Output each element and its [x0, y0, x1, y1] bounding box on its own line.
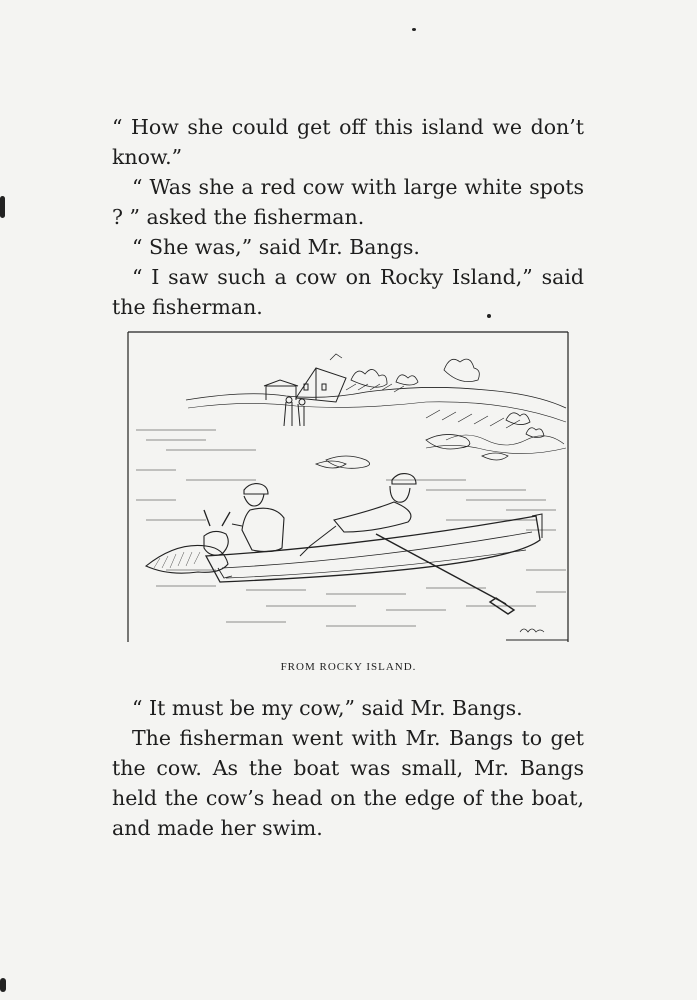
- paragraph: “ Was she a red cow with large white spots ? ” asked the fisherman.: [112, 175, 584, 229]
- paragraph: “ She was,” said Mr. Bangs.: [132, 235, 420, 259]
- paragraph: The fisherman went with Mr. Bangs to get the cow. As the boat was small, Mr. Bangs held the cow’s head on the edge of the boat, and made her swim.: [112, 726, 584, 840]
- bottom-text-block: [112, 693, 584, 843]
- paragraph: “ It must be my cow,” said Mr. Bangs.: [132, 696, 523, 720]
- top-text-block: [112, 112, 584, 322]
- page-speck: [412, 28, 416, 31]
- page-edge-mark: [0, 196, 5, 218]
- paragraph: “ How she could get off this island we don’t know.”: [112, 115, 584, 169]
- paragraph: “ I saw such a cow on Rocky Island,” said the fisherman.: [112, 265, 584, 319]
- illustration-caption: FROM ROCKY ISLAND.: [280, 661, 417, 673]
- page-edge-mark: [0, 978, 6, 992]
- illustration-rocky-island: [126, 330, 570, 644]
